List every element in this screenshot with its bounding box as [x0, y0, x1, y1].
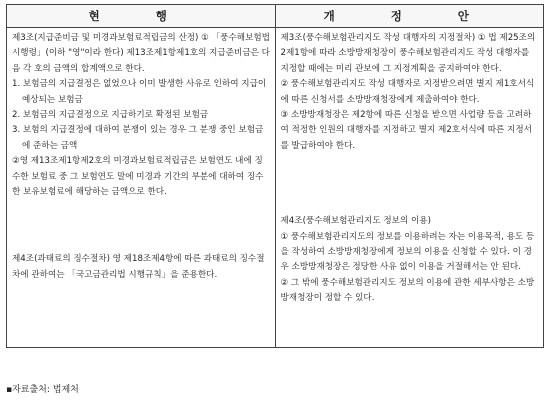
- current-article-3: [12, 31, 271, 200]
- revised-column: [275, 28, 544, 348]
- spacer: [12, 200, 271, 252]
- revised-article-3: [281, 31, 540, 154]
- revised-art4-title: 제4조(풍수해보험관리지도 정보의 이용): [280, 216, 431, 227]
- comparison-table: [6, 4, 544, 348]
- current-art3-para-2: ②영 제13조제1항제2호의 미경과보험료적립금은 보험연도 내에 징수한 보험료 중 그 보험연도 말에 미경과 기간의 부분에 대하여 징수한 보유보험료에 해당하는 금액으로 한다.: [12, 156, 264, 198]
- current-art4-text: 제4조(과태료의 징수절차) 영 제18조제4항에 따른 과태료의 징수절차에 관하여는 「국고금관리법 시행규칙」을 준용한다.: [12, 254, 265, 280]
- comparison-document: [6, 4, 544, 348]
- revised-article-4: [281, 214, 540, 306]
- current-art3-item-1: 1. 보험금의 지급결정은 없었으나 이미 발생한 사유로 인하여 지급이 예상되는 보험금: [12, 79, 267, 105]
- content-row: [7, 28, 544, 348]
- current-art3-item-3: 3. 보험의 지급결정에 대하여 분쟁이 있는 경우 그 분쟁 중인 보험금에 준하는 금액: [12, 125, 264, 151]
- header-current: 현 행: [7, 5, 276, 28]
- current-column: [7, 28, 276, 348]
- current-art3-item-2: 2. 보험금의 지급결정으로 지급하기로 확정된 보험금: [12, 110, 209, 121]
- revised-art4-para-2: ② 그 밖에 풍수해보험관리지도 정보의 이용에 관한 세부사항은 소방방재청장이 정할 수 있다.: [280, 277, 535, 304]
- header-revised: 개 정 안: [275, 5, 544, 28]
- header-row: [7, 5, 544, 28]
- revised-art4-para-1: ① 풍수해보험관리지도의 정보를 이용하려는 자는 이용목적, 용도 등을 작성하여 소방방재청장에게 정보의 이용을 신청할 수 있다. 이 경우 소방방재청장은 정당한 사유 없이 이용을 거절해서는 안 된다.: [280, 231, 535, 273]
- revised-art3-para-2: ② 풍수해보험관리지도 작성 대행자로 지정받으려면 별지 제1호서식에 따른 신청서를 소방방재청장에게 제출하여야 한다.: [280, 79, 535, 105]
- spacer: [281, 154, 540, 214]
- source-note: ▪자료출처: 법제처: [6, 385, 79, 395]
- current-art3-intro: 제3조(지급준비금 및 미경과보험료적립금의 산정) ① 「풍수해보험법 시행령」(이하 "영"이라 한다) 제13조제1항제1호의 지급준비금은 다음 각 호의 금액의 합계액으로 한다.: [12, 33, 270, 74]
- revised-art3-para-1: 제3조(풍수해보험관리지도 작성 대행자의 지정절차) ① 법 제25조의2제1항에 따라 소방방재청장이 풍수해보험관리지도 작성 대행자를 지정할 때에는 미리 관보에 그 지정계획을 공지하여야 한다.: [280, 33, 536, 74]
- current-article-4: [12, 252, 271, 283]
- revised-art3-para-3: ③ 소방방재청장은 제2항에 따른 신청을 받으면 사업량 등을 고려하여 적정한 인원의 대행자를 지정하고 별지 제2호서식에 따른 지정서를 발급하여야 한다.: [280, 110, 532, 151]
- spacer: [12, 283, 271, 347]
